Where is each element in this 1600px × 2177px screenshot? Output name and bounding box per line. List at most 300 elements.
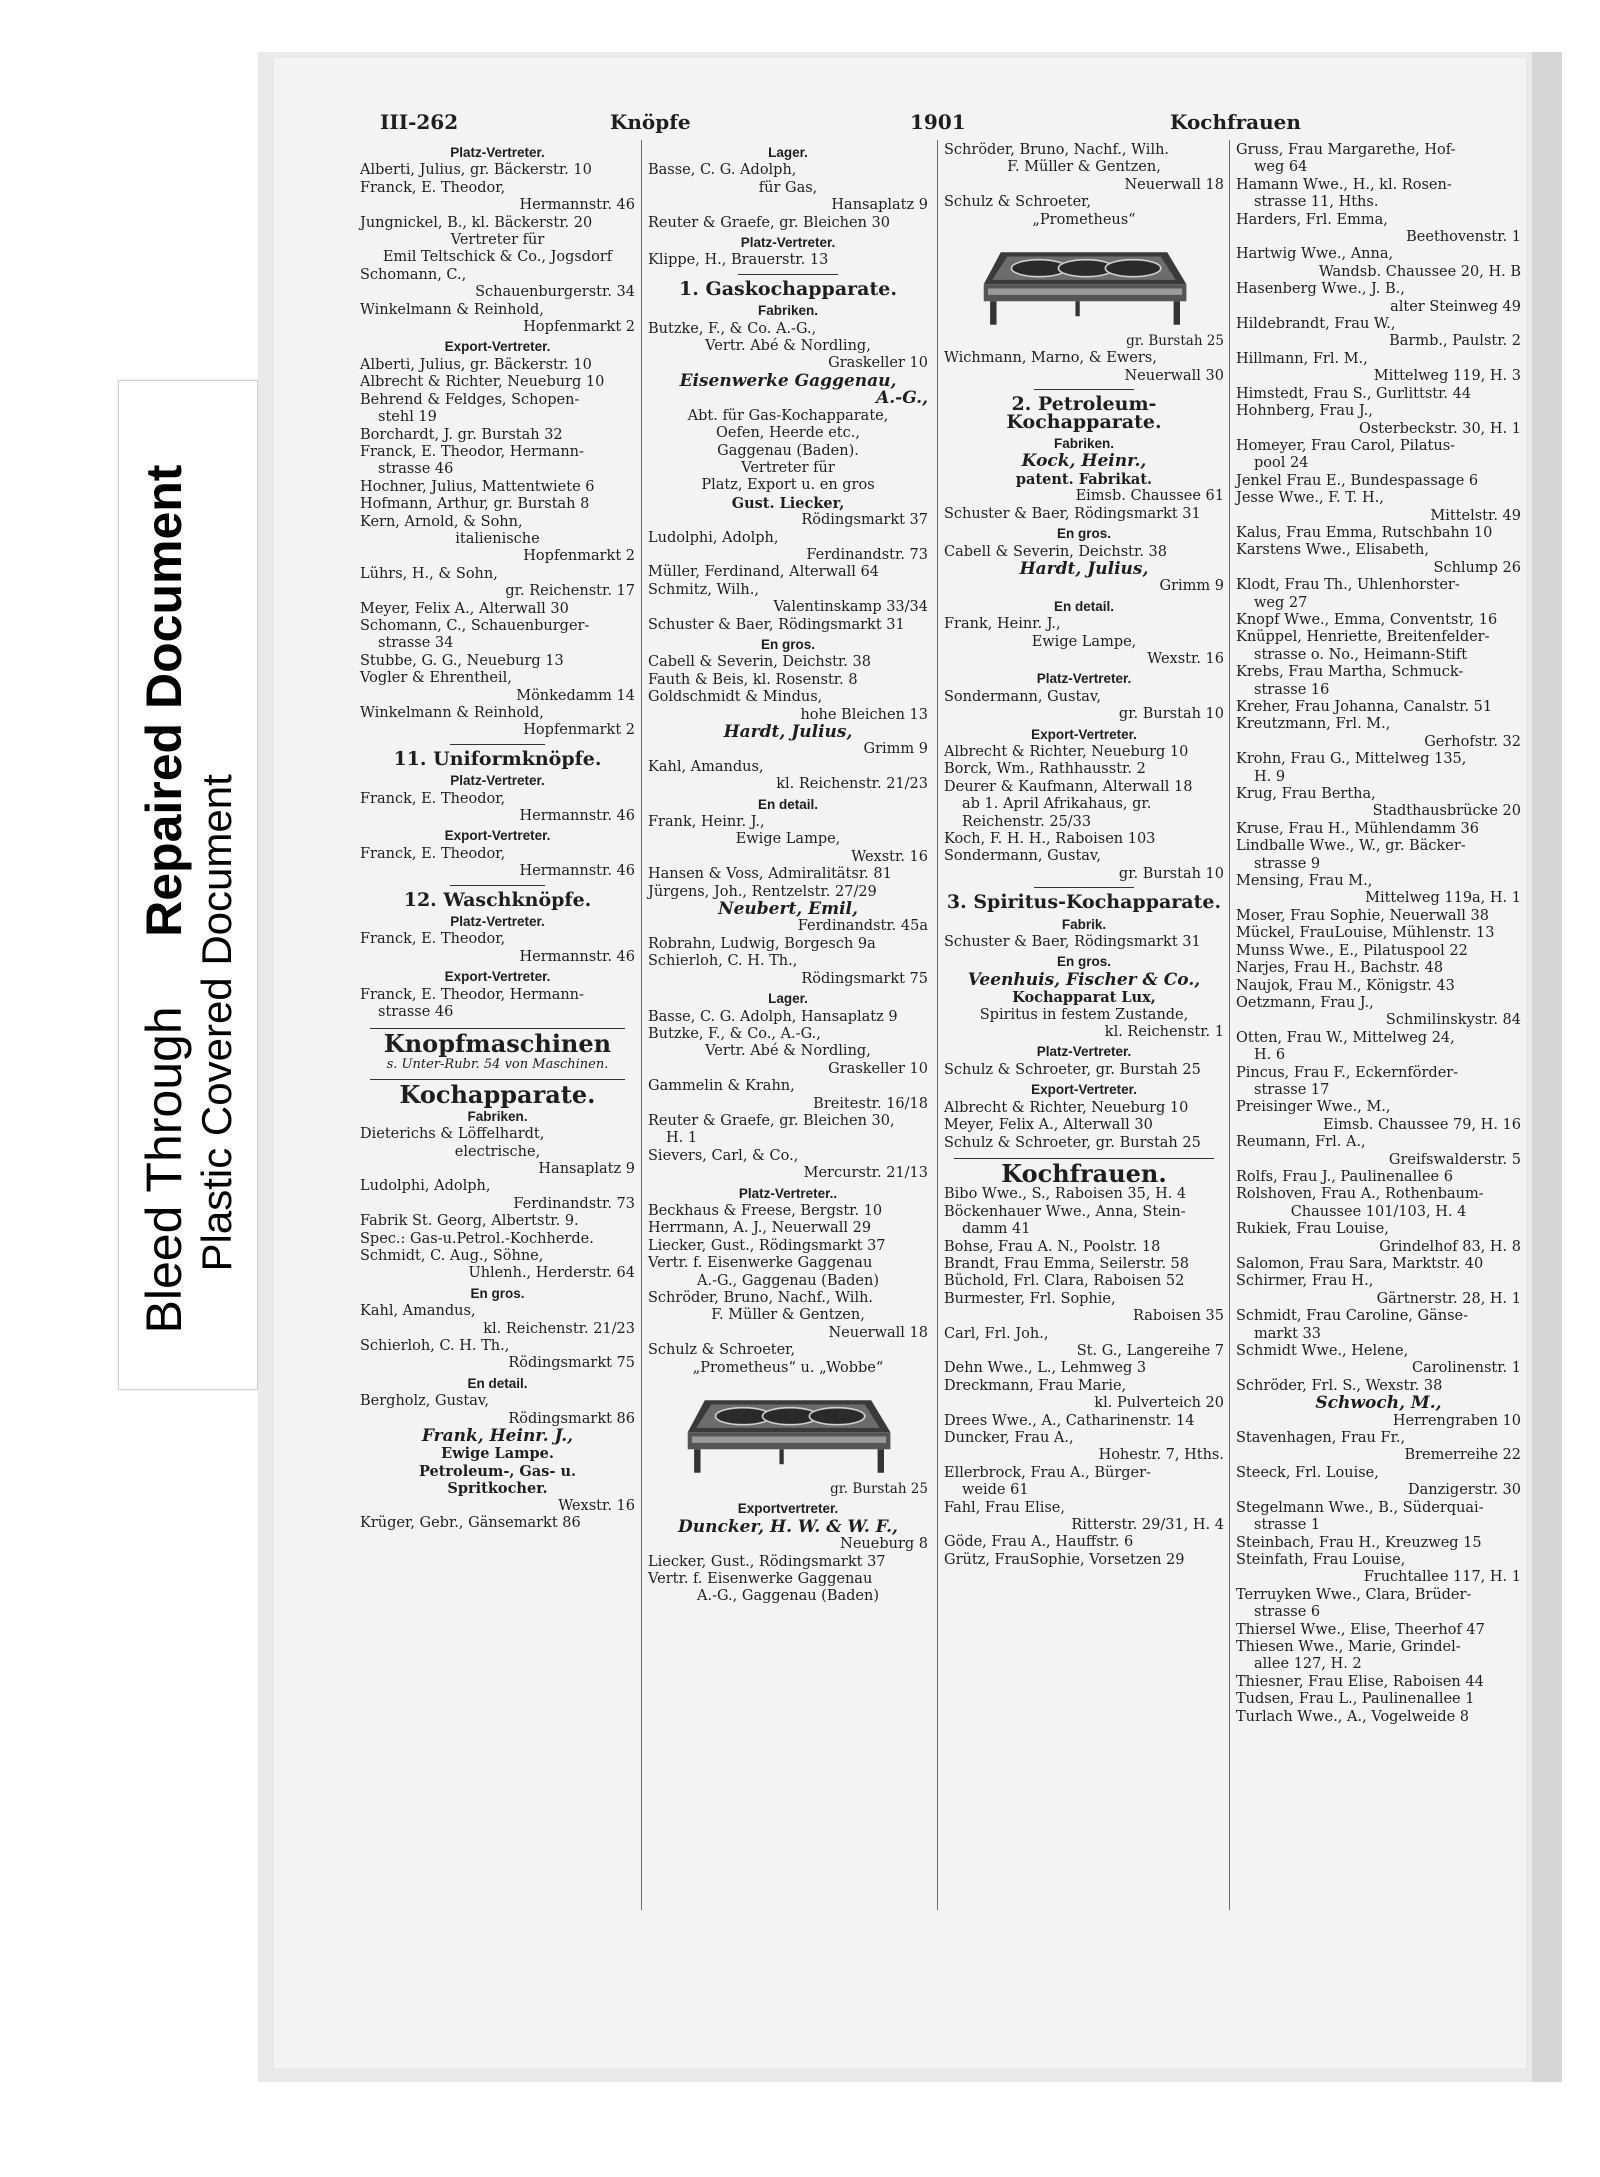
entry-line: Lührs, H., & Sohn, xyxy=(360,565,498,582)
entry-continuation: Hopfenmarkt 2 xyxy=(523,722,635,739)
entry-continuation: pool 24 xyxy=(1254,455,1309,472)
entry-line: Franck, E. Theodor, xyxy=(360,790,506,807)
entry-line: Ewige Lampe, xyxy=(735,831,841,848)
entry-line: für Gas, xyxy=(758,179,818,196)
entry-line: Hansen & Voss, Admiralitätsr. 81 xyxy=(648,866,892,883)
entry-line: Schierloh, C. H. Th., xyxy=(648,953,798,970)
entry-continuation: Gärtnerstr. 28, H. 1 xyxy=(1376,1290,1521,1307)
category-heading: Knopfmaschinen xyxy=(383,1028,612,1058)
entry-line: Schmidt, Frau Caroline, Gänse- xyxy=(1236,1308,1468,1325)
entry-continuation: kl. Pulverteich 20 xyxy=(1094,1395,1224,1412)
entry-line: Spiritus in festem Zustande, xyxy=(979,1006,1189,1023)
stove-image xyxy=(944,233,1224,329)
entry-line: Franck, E. Theodor, xyxy=(360,179,506,196)
subsection-heading: En gros. xyxy=(470,1285,525,1301)
subsection-heading: En gros. xyxy=(1056,526,1111,542)
entry-line: Carl, Frl. Joh., xyxy=(944,1325,1049,1342)
entry-line: Ludolphi, Adolph, xyxy=(360,1178,491,1195)
subsection-heading: Fabriken. xyxy=(757,303,819,319)
entry-line: Kahl, Amandus, xyxy=(360,1303,476,1320)
advertisement-line: Petroleum-, Gas- u. xyxy=(418,1462,577,1480)
entry-continuation: Rödingsmarkt 86 xyxy=(508,1410,635,1427)
entry-line: Stubbe, G. G., Neueburg 13 xyxy=(360,652,564,669)
entry-continuation: gr. Burstah 10 xyxy=(1118,706,1224,723)
entry-continuation: H. 6 xyxy=(1254,1047,1286,1064)
separator-rule xyxy=(450,744,545,745)
entry-line: Reuter & Graefe, gr. Bleichen 30 xyxy=(648,214,890,231)
entry-line: Robrahn, Ludwig, Borgesch 9a xyxy=(648,935,876,952)
entry-continuation: gr. Burstah 10 xyxy=(1118,865,1224,882)
page-reference: III-262 xyxy=(380,110,459,134)
entry-continuation: Beethovenstr. 1 xyxy=(1406,229,1521,246)
entry-line: Alberti, Julius, gr. Bäckerstr. 10 xyxy=(360,162,592,179)
entry-line: Hamann Wwe., H., kl. Rosen- xyxy=(1236,176,1452,193)
scan-edge xyxy=(1532,52,1562,2082)
entry-line: „Prometheus“ xyxy=(1032,211,1136,228)
entry-line: Kruse, Frau H., Mühlendamm 36 xyxy=(1236,820,1479,837)
entry-line: Hildebrandt, Frau W., xyxy=(1236,316,1396,333)
label-repaired-document: Repaired Document xyxy=(136,464,192,937)
entry-continuation: strasse 1 xyxy=(1254,1517,1321,1534)
entry-line: Liecker, Gust., Rödingsmarkt 37 xyxy=(648,1553,886,1570)
entry-line: Borck, Wm., Rathhausstr. 2 xyxy=(944,761,1146,778)
separator-rule xyxy=(1034,887,1134,888)
subsection-heading: En gros. xyxy=(1056,954,1111,970)
entry-line: Gammelin & Krahn, xyxy=(648,1078,795,1095)
cross-reference-note: s. Unter-Rubr. 54 von Maschinen. xyxy=(386,1056,609,1072)
entry-line: Müller, Ferdinand, Alterwall 64 xyxy=(648,564,879,581)
entry-line: electrische, xyxy=(454,1143,541,1160)
entry-line: Drees Wwe., A., Catharinenstr. 14 xyxy=(944,1412,1195,1429)
entry-continuation: Greifswalderstr. 5 xyxy=(1388,1151,1521,1168)
entry-line: Schuster & Baer, Rödingsmarkt 31 xyxy=(648,616,905,633)
entry-continuation: Mönkedamm 14 xyxy=(516,687,635,704)
entry-continuation: weg 64 xyxy=(1254,159,1308,176)
entry-line: Meyer, Felix A., Alterwall 30 xyxy=(360,600,569,617)
entry-line: Bohse, Frau A. N., Poolstr. 18 xyxy=(944,1238,1161,1255)
entry-continuation: markt 33 xyxy=(1254,1325,1321,1342)
subsection-heading: Export-Vertreter. xyxy=(1031,726,1137,742)
entry-line: Thiesner, Frau Elise, Raboisen 44 xyxy=(1236,1673,1484,1690)
advertisement-line: Spritkocher. xyxy=(447,1480,548,1498)
entry-continuation: Neuerwall 18 xyxy=(828,1324,928,1341)
entry-continuation: Breitestr. 16/18 xyxy=(813,1095,928,1112)
entry-line: Bibo Wwe., S., Raboisen 35, H. 4 xyxy=(944,1186,1187,1203)
entry-continuation: Schlump 26 xyxy=(1433,559,1521,576)
advertisement-line: Gust. Liecker, xyxy=(731,494,845,512)
stove-image xyxy=(648,1381,928,1477)
entry-line: Stavenhagen, Frau Fr., xyxy=(1236,1430,1406,1447)
subsection-heading: Export-Vertreter. xyxy=(444,969,551,985)
subsection-heading: Export-Vertreter. xyxy=(444,339,551,355)
highlighted-firm: Neubert, Emil, xyxy=(718,899,858,920)
entry-line: Vertreter für xyxy=(450,232,545,249)
subsection-heading: En detail. xyxy=(467,1375,528,1391)
subsection-heading: Platz-Vertreter. xyxy=(1036,1044,1132,1060)
label-bleed-through: Bleed Through xyxy=(136,1006,192,1334)
entry-continuation: kl. Reichenstr. 21/23 xyxy=(776,776,928,793)
entry-line: Franck, E. Theodor, xyxy=(360,931,506,948)
entry-line: Jürgens, Joh., Rentzelstr. 27/29 xyxy=(648,883,877,900)
directory-column-3 xyxy=(944,142,1224,1569)
entry-line: Spec.: Gas-u.Petrol.-Kochherde. xyxy=(360,1230,594,1247)
entry-line: Franck, E. Theodor, Hermann- xyxy=(360,986,584,1003)
entry-continuation: Schauenburgerstr. 34 xyxy=(475,284,635,301)
advertisement-line: Kochapparat Lux, xyxy=(1012,989,1156,1007)
image-caption: gr. Burstah 25 xyxy=(830,1481,928,1498)
entry-line: Hillmann, Frl. M., xyxy=(1236,350,1368,367)
category-heading: Kochfrauen. xyxy=(1001,1158,1167,1188)
entry-continuation: kl. Reichenstr. 1 xyxy=(1104,1024,1224,1041)
entry-line: Alberti, Julius, gr. Bäckerstr. 10 xyxy=(360,356,592,373)
entry-continuation: St. G., Langereihe 7 xyxy=(1076,1342,1224,1359)
entry-continuation: Wandsb. Chaussee 20, H. B xyxy=(1318,263,1521,280)
entry-line: Schmitz, Wilh., xyxy=(648,581,759,598)
entry-line: Narjes, Frau H., Bachstr. 48 xyxy=(1236,960,1444,977)
entry-line: Mückel, FrauLouise, Mühlenstr. 13 xyxy=(1236,925,1495,942)
entry-line: Preisinger Wwe., M., xyxy=(1236,1099,1391,1116)
gas-stove-illustration xyxy=(678,1381,898,1477)
entry-continuation: Mittelweg 119, H. 3 xyxy=(1373,368,1521,385)
entry-line: Schulz & Schroeter, xyxy=(648,1342,796,1359)
entry-continuation: Mittelstr. 49 xyxy=(1430,507,1521,524)
entry-continuation: Valentinskamp 33/34 xyxy=(773,599,928,616)
entry-line: Hasenberg Wwe., J. B., xyxy=(1236,281,1405,298)
entry-continuation: Hansaplatz 9 xyxy=(831,197,928,214)
entry-continuation: Schmilinskystr. 84 xyxy=(1385,1012,1521,1029)
entry-line: Krug, Frau Bertha, xyxy=(1236,786,1376,803)
entry-continuation: Danzigerstr. 30 xyxy=(1408,1482,1521,1499)
subsection-heading: Lager. xyxy=(768,145,808,160)
entry-line: Vertr. f. Eisenwerke Gaggenau xyxy=(648,1255,873,1272)
entry-continuation: Hermannstr. 46 xyxy=(519,808,635,825)
entry-continuation: weg 27 xyxy=(1254,594,1308,611)
entry-continuation: strasse 6 xyxy=(1254,1604,1321,1621)
entry-continuation: Wexstr. 16 xyxy=(558,1497,635,1514)
entry-continuation: Rödingsmarkt 75 xyxy=(801,970,928,987)
entry-line: Platz, Export u. en gros xyxy=(701,477,875,494)
entry-continuation: Grimm 9 xyxy=(1159,578,1224,595)
entry-continuation: gr. Reichenstr. 17 xyxy=(505,583,635,600)
entry-continuation: strasse 34 xyxy=(378,635,454,652)
entry-line: Abt. für Gas-Kochapparate, xyxy=(687,407,889,424)
header-right-word: Kochfrauen xyxy=(1170,110,1301,134)
entry-continuation: Grimm 9 xyxy=(863,741,928,758)
entry-continuation: strasse o. No., Heimann-Stift xyxy=(1254,646,1468,663)
entry-continuation: Neuerwall 18 xyxy=(1124,176,1224,193)
subsection-heading: Platz-Vertreter. xyxy=(450,773,545,789)
entry-line: Thiersel Wwe., Elise, Theerhof 47 xyxy=(1236,1621,1485,1638)
entry-line: Rukiek, Frau Louise, xyxy=(1236,1221,1389,1238)
subsection-heading: Platz-Vertreter. xyxy=(1036,671,1132,687)
entry-line: Schröder, Frl. S., Wexstr. 38 xyxy=(1236,1377,1443,1394)
entry-line: Ellerbrock, Frau A., Bürger- xyxy=(944,1464,1151,1481)
category-heading: Kochapparate. xyxy=(399,1080,596,1110)
entry-line: Reuter & Graefe, gr. Bleichen 30, xyxy=(648,1112,895,1129)
entry-continuation: Uhlenh., Herderstr. 64 xyxy=(468,1265,635,1282)
entry-line: Frank, Heinr. J., xyxy=(944,616,1061,633)
entry-continuation: damm 41 xyxy=(962,1221,1031,1238)
section-heading: 2. Petroleum- xyxy=(1011,393,1157,416)
subsection-heading: Exportvertreter. xyxy=(737,1501,839,1517)
entry-line: Dehn Wwe., L., Lehmweg 3 xyxy=(944,1360,1147,1377)
subsection-heading: Fabriken. xyxy=(467,1108,528,1124)
directory-column-2 xyxy=(648,142,928,1606)
entry-line: Munss Wwe., E., Pilatuspool 22 xyxy=(1236,942,1468,959)
entry-line: Schulz & Schroeter, xyxy=(944,194,1092,211)
entry-continuation: Eimsb. Chaussee 61 xyxy=(1075,488,1224,505)
entry-line: „Prometheus“ u. „Wobbe“ xyxy=(692,1359,884,1376)
entry-line: Sievers, Carl, & Co., xyxy=(648,1147,799,1164)
entry-continuation: stehl 19 xyxy=(378,409,437,426)
section-heading: Kochapparate. xyxy=(1006,410,1162,433)
entry-line: Moser, Frau Sophie, Neuerwall 38 xyxy=(1236,907,1489,924)
entry-line: Dieterichs & Löffelhardt, xyxy=(360,1126,545,1143)
entry-continuation: Mittelweg 119a, H. 1 xyxy=(1365,890,1521,907)
entry-line: Salomon, Frau Sara, Marktstr. 40 xyxy=(1236,1256,1484,1272)
entry-line: Albrecht & Richter, Neueburg 10 xyxy=(944,743,1189,760)
entry-line: Reumann, Frl. A., xyxy=(1236,1134,1366,1151)
entry-line: Klodt, Frau Th., Uhlenhorster- xyxy=(1236,577,1460,594)
entry-line: Schröder, Bruno, Nachf., Wilh. xyxy=(648,1290,874,1306)
entry-line: F. Müller & Gentzen, xyxy=(711,1307,865,1324)
column-divider xyxy=(1229,140,1230,1910)
entry-line: Schuster & Baer, Rödingsmarkt 31 xyxy=(944,505,1201,522)
entry-line: Steinbach, Frau H., Kreuzweg 15 xyxy=(1236,1534,1482,1551)
entry-line: Chaussee 101/103, H. 4 xyxy=(1290,1203,1467,1220)
entry-line: Emil Teltschick & Co., Jogsdorf xyxy=(382,249,613,266)
entry-continuation: strasse 17 xyxy=(1254,1081,1330,1098)
entry-line: Goldschmidt & Mindus, xyxy=(648,689,823,706)
gas-stove-illustration xyxy=(974,233,1194,329)
header-left-word: Knöpfe xyxy=(610,110,691,134)
entry-line: Vertreter für xyxy=(741,459,835,476)
entry-line: A.-G., Gaggenau (Baden) xyxy=(697,1588,879,1605)
entry-line: Lindballe Wwe., W., gr. Bäcker- xyxy=(1236,838,1466,855)
entry-line: Knopf Wwe., Emma, Conventstr, 16 xyxy=(1236,611,1498,628)
entry-continuation: Osterbeckstr. 30, H. 1 xyxy=(1358,420,1521,437)
entry-line: Brandt, Frau Emma, Seilerstr. 58 xyxy=(944,1255,1190,1272)
entry-continuation: Hansaplatz 9 xyxy=(538,1160,635,1177)
entry-line: Franck, E. Theodor, xyxy=(360,845,506,862)
entry-continuation: Neuerwall 30 xyxy=(1124,367,1224,384)
entry-line: Kreutzmann, Frl. M., xyxy=(1236,716,1391,733)
entry-line: Hofmann, Arthur, gr. Burstah 8 xyxy=(360,496,590,513)
entry-continuation: strasse 9 xyxy=(1254,855,1321,872)
highlighted-firm: Duncker, H. W. & W. F., xyxy=(678,1516,898,1537)
highlighted-firm: Veenhuis, Fischer & Co., xyxy=(967,969,1201,990)
entry-line: Ewige Lampe, xyxy=(1031,633,1137,650)
entry-line: Schulz & Schroeter, gr. Burstah 25 xyxy=(944,1061,1201,1078)
entry-line: Pincus, Frau F., Eckernförder- xyxy=(1236,1064,1459,1081)
highlighted-firm: Eisenwerke Gaggenau, xyxy=(679,370,897,391)
entry-line: Oefen, Heerde etc., xyxy=(716,425,860,442)
entry-line: Deurer & Kaufmann, Alterwall 18 xyxy=(944,778,1193,795)
entry-line: A.-G., Gaggenau (Baden) xyxy=(697,1272,879,1289)
entry-continuation: Stadthausbrücke 20 xyxy=(1372,803,1521,820)
entry-line: Hohnberg, Frau J., xyxy=(1236,403,1373,420)
entry-continuation: Eimsb. Chaussee 79, H. 16 xyxy=(1323,1116,1521,1133)
entry-line: Himstedt, Frau S., Gurlittstr. 44 xyxy=(1236,385,1472,402)
entry-line: Butzke, F., & Co., A.-G., xyxy=(648,1025,821,1042)
entry-continuation: Raboisen 35 xyxy=(1133,1308,1224,1325)
subsection-heading: Fabrik. xyxy=(1061,916,1107,932)
highlighted-firm: Schwoch, M., xyxy=(1315,1393,1442,1414)
entry-continuation: Carolinenstr. 1 xyxy=(1412,1360,1521,1377)
entry-line: Gruss, Frau Margarethe, Hof- xyxy=(1236,142,1456,158)
entry-line: Rolfs, Frau J., Paulinenallee 6 xyxy=(1236,1168,1453,1185)
entry-continuation: Graskeller 10 xyxy=(828,355,928,372)
header-year: 1901 xyxy=(910,110,966,134)
entry-line: Turlach Wwe., A., Vogelweide 8 xyxy=(1236,1708,1470,1725)
subsection-heading: Platz-Vertreter. xyxy=(450,145,545,160)
entry-continuation: strasse 46 xyxy=(378,461,454,478)
entry-line: Steinfath, Frau Louise, xyxy=(1236,1551,1406,1568)
entry-line: Duncker, Frau A., xyxy=(944,1430,1074,1446)
entry-line: Borchardt, J. gr. Burstah 32 xyxy=(360,426,563,443)
entry-line: F. Müller & Gentzen, xyxy=(1007,159,1161,176)
label-bleed-repaired xyxy=(135,465,193,1334)
entry-continuation: Gerhofstr. 32 xyxy=(1424,733,1521,750)
entry-line: Fabrik St. Georg, Albertstr. 9. xyxy=(360,1213,579,1230)
entry-line: Behrend & Feldges, Schopen- xyxy=(360,391,580,408)
directory-column-1 xyxy=(360,142,635,1532)
entry-line: Franck, E. Theodor, Hermann- xyxy=(360,443,584,460)
entry-line: Schmidt, C. Aug., Söhne, xyxy=(360,1247,544,1264)
entry-line: Winkelmann & Reinhold, xyxy=(360,301,544,318)
entry-line: Thiesen Wwe., Marie, Grindel- xyxy=(1236,1638,1461,1655)
section-heading: 12. Waschknöpfe. xyxy=(403,888,592,911)
entry-continuation: Barmb., Paulstr. 2 xyxy=(1389,333,1521,350)
entry-continuation: ab 1. April Afrikahaus, gr. xyxy=(962,796,1152,813)
entry-continuation: Neueburg 8 xyxy=(840,1536,928,1553)
entry-line: Beckhaus & Freese, Bergstr. 10 xyxy=(648,1202,883,1219)
entry-line: Vertr. Abé & Nordling, xyxy=(705,338,871,355)
entry-line: Schulz & Schroeter, gr. Burstah 25 xyxy=(944,1134,1201,1151)
entry-line: Gaggenau (Baden). xyxy=(717,442,859,459)
entry-continuation: Hopfenmarkt 2 xyxy=(523,319,635,336)
entry-line: Rolshoven, Frau A., Rothenbaum- xyxy=(1236,1186,1484,1203)
entry-line: Cabell & Severin, Deichstr. 38 xyxy=(944,543,1167,560)
entry-line: Cabell & Severin, Deichstr. 38 xyxy=(648,654,871,671)
entry-continuation: Wexstr. 16 xyxy=(1147,650,1224,667)
entry-continuation: strasse 11, Hths. xyxy=(1254,194,1379,211)
entry-line: Butzke, F., & Co. A.-G., xyxy=(648,320,817,337)
highlighted-firm: Hardt, Julius, xyxy=(723,722,853,742)
image-caption: gr. Burstah 25 xyxy=(1126,333,1224,350)
entry-line: Jesse Wwe., F. T. H., xyxy=(1236,490,1384,507)
subsection-heading: En detail. xyxy=(757,796,818,812)
entry-line: Krohn, Frau G., Mittelweg 135, xyxy=(1236,751,1467,768)
entry-line: Knüppel, Henriette, Breitenfelder- xyxy=(1236,629,1490,646)
entry-line: Fahl, Frau Elise, xyxy=(944,1499,1065,1516)
entry-line: Klippe, H., Brauerstr. 13 xyxy=(648,252,829,269)
entry-line: Liecker, Gust., Rödingsmarkt 37 xyxy=(648,1237,886,1254)
entry-line: Mensing, Frau M., xyxy=(1236,873,1373,890)
subsection-heading: Fabriken. xyxy=(1053,436,1115,452)
entry-line: Hochner, Julius, Mattentwiete 6 xyxy=(360,478,595,495)
entry-continuation: Wexstr. 16 xyxy=(851,848,928,865)
entry-line: Böckenhauer Wwe., Anna, Stein- xyxy=(944,1203,1186,1220)
entry-line: Jungnickel, B., kl. Bäckerstr. 20 xyxy=(360,214,593,231)
entry-line: Schirmer, Frau H., xyxy=(1236,1273,1374,1290)
entry-line: Ludolphi, Adolph, xyxy=(648,529,779,546)
entry-line: Kreher, Frau Johanna, Canalstr. 51 xyxy=(1236,699,1493,715)
entry-continuation: Herrengraben 10 xyxy=(1392,1412,1521,1429)
entry-continuation: H. 1 xyxy=(666,1130,698,1147)
entry-line: Sondermann, Gustav, xyxy=(944,688,1102,705)
separator-rule xyxy=(450,885,545,886)
entry-continuation: alter Steinweg 49 xyxy=(1390,298,1521,315)
entry-line: Hartwig Wwe., Anna, xyxy=(1236,246,1394,263)
entry-line: Otten, Frau W., Mittelweg 24, xyxy=(1236,1029,1455,1046)
highlighted-firm: Kock, Heinr., xyxy=(1021,451,1147,472)
entry-continuation: Ritterstr. 29/31, H. 4 xyxy=(1071,1517,1224,1534)
entry-line: Grütz, FrauSophie, Vorsetzen 29 xyxy=(944,1551,1185,1568)
entry-line: Dreckmann, Frau Marie, xyxy=(944,1377,1127,1394)
section-heading: 1. Gaskochapparate. xyxy=(679,277,897,300)
entry-line: Vogler & Ehrentheil, xyxy=(360,670,512,687)
entry-continuation: Hermannstr. 46 xyxy=(519,863,635,880)
entry-continuation: H. 9 xyxy=(1254,768,1286,785)
entry-line: Albrecht & Richter, Neueburg 10 xyxy=(944,1099,1189,1116)
column-divider xyxy=(937,140,938,1910)
entry-line: Herrmann, A. J., Neuerwall 29 xyxy=(648,1220,872,1237)
entry-line: Tudsen, Frau L., Paulinenallee 1 xyxy=(1236,1691,1475,1708)
entry-line: Harders, Frl. Emma, xyxy=(1236,211,1388,228)
entry-continuation: hohe Bleichen 13 xyxy=(800,706,928,723)
entry-continuation: weide 61 xyxy=(962,1482,1029,1499)
entry-line: Vertr. Abé & Nordling, xyxy=(705,1043,871,1060)
entry-continuation: Graskeller 10 xyxy=(828,1060,928,1077)
entry-line: Basse, C. G. Adolph, xyxy=(648,162,797,179)
entry-continuation: Ferdinandstr. 73 xyxy=(513,1195,635,1212)
highlighted-firm: Hardt, Julius, xyxy=(1019,558,1149,579)
entry-line: Vertr. f. Eisenwerke Gaggenau xyxy=(648,1571,873,1588)
entry-line: italienische xyxy=(455,530,540,547)
entry-line: Göde, Frau A., Hauffstr. 6 xyxy=(944,1534,1134,1551)
subsection-heading: Platz-Vertreter. xyxy=(740,235,836,251)
entry-line: Steeck, Frl. Louise, xyxy=(1236,1464,1379,1481)
entry-continuation: Bremerreihe 22 xyxy=(1404,1447,1521,1464)
separator-rule xyxy=(738,274,838,275)
entry-continuation: Mercurstr. 21/13 xyxy=(803,1165,928,1182)
entry-line: Terruyken Wwe., Clara, Brüder- xyxy=(1236,1586,1472,1603)
section-heading: 11. Uniformknöpfe. xyxy=(393,747,602,770)
entry-line: Jenkel Frau E., Bundespassage 6 xyxy=(1236,472,1479,489)
entry-continuation: Hermannstr. 46 xyxy=(519,197,635,214)
entry-continuation: Ferdinandstr. 45a xyxy=(797,918,928,935)
separator-rule xyxy=(1034,389,1134,390)
document-condition-labels xyxy=(118,380,258,1390)
subsection-heading: Platz-Vertreter.. xyxy=(738,1185,838,1201)
advertisement-line: Ewige Lampe. xyxy=(441,1445,554,1463)
entry-continuation: Fruchtallee 117, H. 1 xyxy=(1363,1569,1521,1586)
entry-line: Naujok, Frau M., Königstr. 43 xyxy=(1236,977,1455,994)
entry-line: Koch, F. H. H., Raboisen 103 xyxy=(944,831,1156,847)
entry-line: Schomann, C., xyxy=(360,266,467,283)
entry-line: Schröder, Bruno, Nachf., Wilh. xyxy=(944,142,1170,158)
entry-line: Kalus, Frau Emma, Rutschbahn 10 xyxy=(1236,524,1493,541)
entry-line: Schmidt Wwe., Helene, xyxy=(1236,1343,1409,1360)
entry-line: Meyer, Felix A., Alterwall 30 xyxy=(944,1117,1153,1134)
entry-continuation: Grindelhof 83, H. 8 xyxy=(1379,1238,1521,1255)
entry-line: Kahl, Amandus, xyxy=(648,758,764,775)
entry-line: Schierloh, C. H. Th., xyxy=(360,1338,510,1354)
entry-continuation: Ferdinandstr. 73 xyxy=(806,546,928,563)
entry-line: Stegelmann Wwe., B., Süderquai- xyxy=(1236,1499,1484,1516)
entry-line: Wichmann, Marno, & Ewers, xyxy=(944,350,1157,367)
